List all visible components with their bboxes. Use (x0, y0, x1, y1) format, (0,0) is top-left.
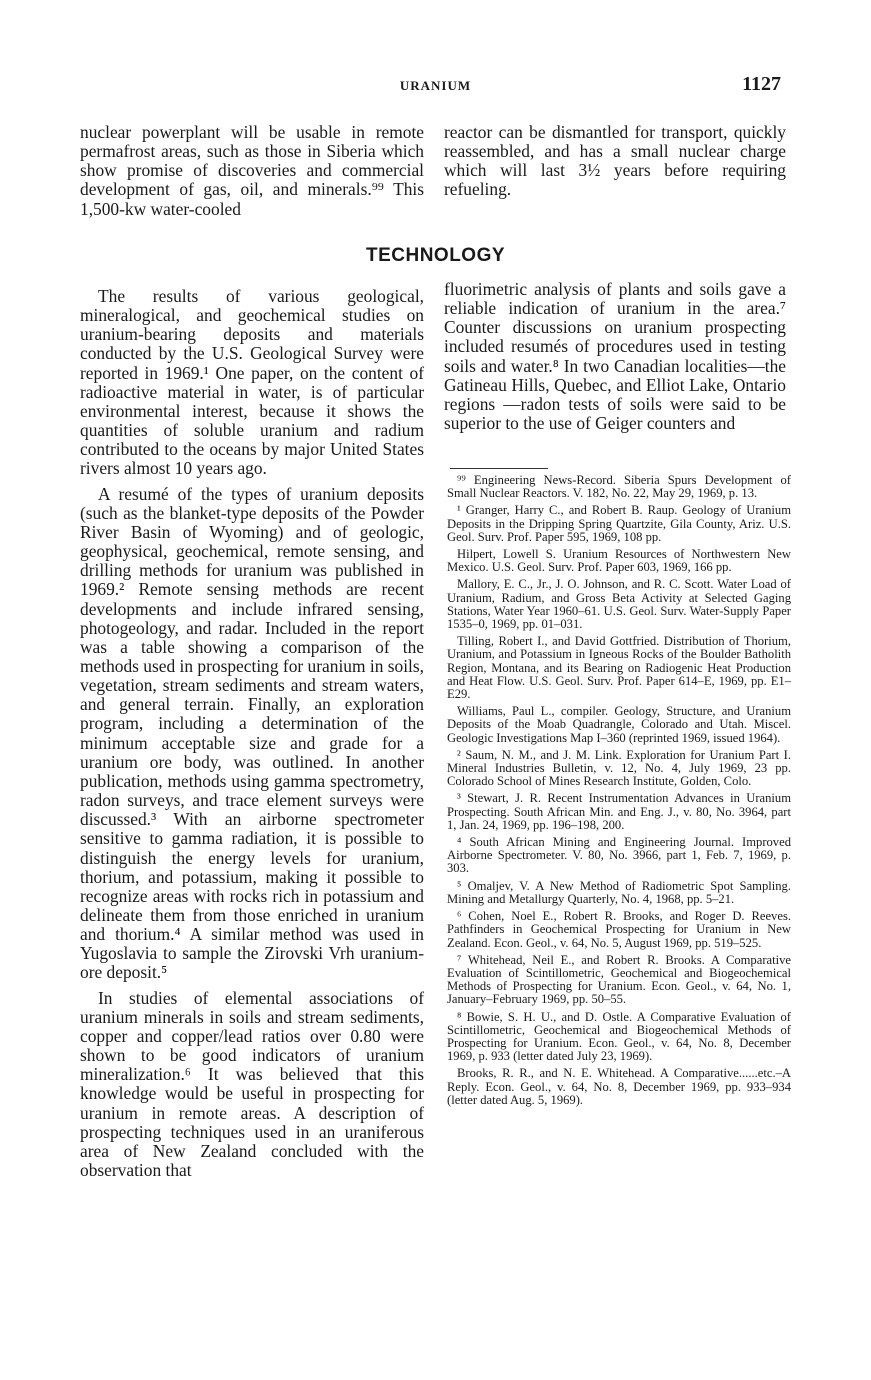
footnote: Mallory, E. C., Jr., J. O. Johnson, and R. C. Scott. Water Load of Uranium, Radium, and Gross Beta Activity at Selected Gaging Stations, Water Year 1960–61. U.S. Geol. Surv. Water-Supply Paper 1535–0, 1969, pp. 01–031. (447, 577, 791, 632)
technology-right-column (444, 280, 786, 433)
footnote: ² Saum, N. M., and J. M. Link. Exploration for Uranium Part I. Mineral Industries Bulletin, v. 12, No. 4, July 1969, 23 pp. Colorado School of Mines Research Institute, Golden, Colo. (447, 747, 791, 789)
intro-right-column (444, 123, 786, 200)
intro-left-paragraph: nuclear powerplant will be usable in remote permafrost areas, such as those in Siberia which show promise of discoveries and commercial development of gas, oil, and minerals.⁹⁹ This 1,500-kw water-cooled (80, 122, 424, 219)
footnote: Tilling, Robert I., and David Gottfried. Distribution of Thorium, Uranium, and Potassium in Igneous Rocks of the Boulder Batholith Region, Montana, and its Bearing on Radiogenic Heat Production and Heat Flow. U.S. Geol. Surv. Prof. Paper 614–E, 1969, pp. E1–E29. (447, 634, 791, 702)
section-heading: TECHNOLOGY (365, 245, 506, 266)
footnote: ⁴ South African Mining and Engineering Journal. Improved Airborne Spectrometer. V. 80, No. 3966, part 1, Feb. 7, 1969, p. 303. (447, 835, 791, 876)
footnote: ⁵ Omaljev, V. A New Method of Radiometric Spot Sampling. Mining and Metallurgy Quarterly, No. 4, 1968, pp. 5–21. (447, 878, 791, 906)
page-number: 1127 (742, 73, 781, 95)
footnote-rule (450, 468, 548, 469)
footnote: ⁶ Cohen, Noel E., Robert R. Brooks, and Roger D. Reeves. Pathfinders in Geochemical Prospecting for Uranium in New Zealand. Econ. Geol., v. 64, No. 5, August 1969, pp. 519–525. (447, 909, 791, 950)
intro-left-column (80, 123, 424, 219)
footnote: ¹ Granger, Harry C., and Robert B. Raup. Geology of Uranium Deposits in the Dripping Spring Quartzite, Gila County, Ariz. U.S. Geol. Surv. Prof. Paper 595, 1969, 108 pp. (447, 503, 791, 544)
body-paragraph: In studies of elemental associations of uranium minerals in soils and stream sediments, copper and copper/lead ratios over 0.80 were shown to be good indicators of uranium mineralization.⁶ It was believed that this knowledge would be useful in prospecting for uranium in remote areas. A description of prospecting techniques used in an uraniferous area of New Zealand concluded with the observation that (80, 987, 424, 1181)
running-head (0, 73, 871, 98)
footnote: Brooks, R. R., and N. E. Whitehead. A Comparative......etc.–A Reply. Econ. Geol., v. 64, No. 8, December 1969, pp. 933–934 (letter dated Aug. 5, 1969). (447, 1066, 791, 1107)
footnotes (447, 474, 791, 1111)
footnote: ⁸ Bowie, S. H. U., and D. Ostle. A Comparative Evaluation of Scintillometric, Geochemical and Biogeochemical Methods of Prospecting for Uranium. Econ. Geol., v. 64, No. 8, December 1969, p. 933 (letter dated July 23, 1969). (447, 1009, 791, 1064)
body-paragraph: The results of various geological, mineralogical, and geochemical studies on uranium-bearing deposits and materials conducted by the U.S. Geological Survey were reported in 1969.¹ One paper, on the content of radioactive material in water, is of particular environmental interest, because it shows the quantities of soluble uranium and radium contributed to the oceans by major United States rivers almost 10 years ago. (80, 286, 424, 479)
technology-left-column (80, 287, 424, 1186)
footnote: Williams, Paul L., compiler. Geology, Structure, and Uranium Deposits of the Moab Quadrangle, Colorado and Utah. Miscel. Geologic Investigations Map I–360 (reprinted 1969, issued 1964). (447, 704, 791, 745)
intro-right-paragraph: reactor can be dismantled for transport, quickly reassembled, and has a small nuclear charge which will last 3½ years before requiring refueling. (444, 122, 786, 200)
footnote: ³ Stewart, J. R. Recent Instrumentation Advances in Uranium Prospecting. South African Min. and Eng. J., v. 80, No. 3964, part 1, Jan. 24, 1969, pp. 196–198, 200. (447, 791, 791, 832)
footnote: ⁹⁹ Engineering News-Record. Siberia Spurs Development of Small Nuclear Reactors. V. 182, No. 22, May 29, 1969, p. 13. (447, 473, 791, 501)
body-paragraph: A resumé of the types of uranium deposits (such as the blanket-type deposits of the Powder River Basin of Wyoming) and of geologic, geophysical, geochemical, remote sensing, and drilling methods for uranium was published in 1969.² Remote sensing methods are recent developments and include infrared sensing, photogeology, and radar. Included in the report was a table showing a comparison of the methods used in prospecting for uranium in soils, vegetation, stream sediments and stream waters, and general terrain. Finally, an exploration program, including a determination of the minimum acceptable size and grade for a uranium ore body, was outlined. In another publication, methods using gamma spectrometry, radon surveys, and trace element surveys were discussed.³ With an airborne spectrometer sensitive to gamma radiation, it is possible to distinguish the energy levels for uranium, thorium, and potassium, making it possible to recognize areas with rocks rich in potassium and delineate them from those enriched in uranium and thorium.⁴ A similar method was used in Yugoslavia to sample the Zirovski Vrh uranium-ore deposit.⁵ (80, 483, 424, 983)
body-paragraph: fluorimetric analysis of plants and soils gave a reliable indication of uranium in the area.⁷ Counter discussions on uranium prospecting included resumés of procedures used in testing soils and water.⁸ In two Canadian localities—the Gatineau Hills, Quebec, and Elliot Lake, Ontario regions —radon tests of soils were said to be superior to the use of Geiger counters and (444, 279, 786, 434)
footnote: Hilpert, Lowell S. Uranium Resources of Northwestern New Mexico. U.S. Geol. Surv. Prof. Paper 603, 1969, 166 pp. (447, 547, 791, 575)
footnote: ⁷ Whitehead, Neil E., and Robert R. Brooks. A Comparative Evaluation of Scintillometric, Geochemical and Biogeochemical Methods of Prospecting for Uranium. Econ. Geol., v. 64, No. 1, January–February 1969, pp. 50–55. (447, 952, 791, 1007)
running-title: URANIUM (399, 78, 472, 93)
